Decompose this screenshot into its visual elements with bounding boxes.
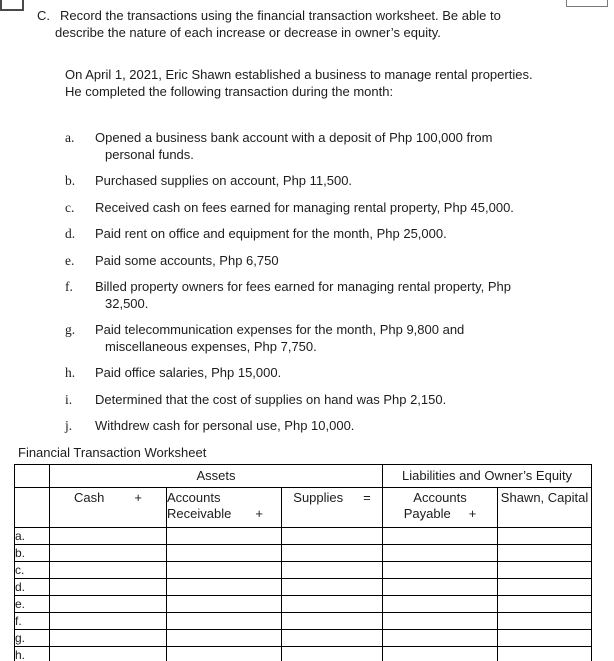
- cell-cash: [50, 629, 167, 646]
- transaction-line: Billed property owners for fees earned for managing rental property, Php: [95, 279, 511, 294]
- col-header-supplies-label: Supplies: [293, 489, 344, 505]
- transaction-line: 32,500.: [105, 295, 149, 311]
- cell-supplies: [282, 646, 383, 661]
- col-header-accounts-payable: [383, 487, 498, 527]
- cell-cash: [50, 612, 167, 629]
- cell-accounts-payable: [383, 578, 498, 595]
- col-header-ap-line1: Accounts: [413, 489, 467, 505]
- cell-accounts-payable: [383, 527, 498, 544]
- transaction-line: Purchased supplies on account, Php 11,500.: [95, 173, 353, 188]
- cell-shawn-capital: [498, 629, 592, 646]
- section-c-label: C.: [37, 8, 50, 23]
- row-label: d.: [15, 578, 50, 595]
- row-label-header-cell: [15, 487, 50, 527]
- col-header-ap-line2: Payable +: [403, 505, 477, 521]
- cell-supplies: [282, 561, 383, 578]
- cell-shawn-capital: [498, 612, 592, 629]
- section-c-line-1: Record the transactions using the financial transaction worksheet. Be able to: [60, 8, 501, 23]
- transaction-marker: j.: [65, 418, 73, 433]
- cell-accounts-receivable: [167, 578, 282, 595]
- transaction-line: Paid rent on office and equipment for the month, Php 25,000.: [95, 226, 447, 241]
- cell-supplies: [282, 629, 383, 646]
- transaction-marker: d.: [65, 226, 76, 241]
- transaction-item-e: [65, 253, 614, 270]
- transaction-item-h: [65, 365, 614, 382]
- col-header-accounts-receivable: [167, 487, 282, 527]
- worksheet-row-g: [15, 629, 592, 646]
- cell-cash: [50, 578, 167, 595]
- page-cutoff-box-top-right: [566, 0, 608, 7]
- plus-operator: +: [134, 489, 142, 505]
- transaction-line: Paid telecommunication expenses for the month, Php 9,800 and: [95, 322, 465, 337]
- transaction-line: Paid some accounts, Php 6,750: [95, 252, 279, 268]
- transaction-marker: g.: [65, 322, 76, 337]
- row-label: e.: [15, 595, 50, 612]
- transaction-line: Opened a business bank account with a deposit of Php 100,000 from: [95, 130, 493, 145]
- col-header-cash: [50, 487, 167, 527]
- cell-accounts-receivable: [167, 595, 282, 612]
- transaction-text: [95, 392, 446, 409]
- col-header-shawn-capital: Shawn, Capital: [498, 487, 592, 527]
- financial-transaction-worksheet-table: [14, 464, 592, 661]
- col-header-supplies: [282, 487, 383, 527]
- transaction-text: [95, 418, 354, 435]
- intro-paragraph: [65, 67, 614, 100]
- cell-cash: [50, 646, 167, 661]
- cell-accounts-receivable: [167, 646, 282, 661]
- transaction-item-a: [65, 130, 614, 163]
- row-label: h.: [15, 646, 50, 661]
- transaction-line: Paid office salaries, Php 15,000.: [95, 365, 282, 380]
- row-label: b.: [15, 544, 50, 561]
- intro-line-2: He completed the following transaction during the month:: [65, 83, 394, 99]
- intro-line-1: On April 1, 2021, Eric Shawn established a business to manage rental properties.: [65, 67, 533, 82]
- cell-cash: [50, 595, 167, 612]
- cell-supplies: [282, 595, 383, 612]
- cell-accounts-receivable: [167, 561, 282, 578]
- worksheet-row-e: [15, 595, 592, 612]
- page-cutoff-box-top-left: [0, 0, 24, 11]
- row-label: c.: [15, 561, 50, 578]
- transaction-marker: f.: [65, 279, 73, 294]
- row-label: g.: [15, 629, 50, 646]
- transaction-line: miscellaneous expenses, Php 7,750.: [105, 338, 317, 354]
- cell-shawn-capital: [498, 578, 592, 595]
- transaction-line: personal funds.: [105, 146, 194, 162]
- transaction-marker: h.: [65, 365, 76, 380]
- transaction-line: Received cash on fees earned for managing rental property, Php 45,000.: [95, 199, 514, 215]
- transaction-text: [95, 173, 352, 190]
- cell-accounts-payable: [383, 612, 498, 629]
- cell-accounts-receivable: [167, 612, 282, 629]
- transaction-marker: i.: [65, 391, 73, 407]
- worksheet-title: Financial Transaction Worksheet: [18, 445, 207, 460]
- transaction-list: [0, 130, 614, 435]
- cell-accounts-receivable: [167, 544, 282, 561]
- equals-operator: =: [363, 489, 371, 505]
- worksheet-row-f: [15, 612, 592, 629]
- cell-shawn-capital: [498, 544, 592, 561]
- cell-shawn-capital: [498, 646, 592, 661]
- worksheet-section: [14, 445, 592, 661]
- transaction-text: [95, 253, 279, 270]
- cell-accounts-receivable: [167, 629, 282, 646]
- transaction-item-d: [65, 226, 614, 243]
- worksheet-row-a: [15, 527, 592, 544]
- plus-operator: +: [468, 505, 477, 521]
- section-c: [37, 0, 614, 41]
- cell-accounts-payable: [383, 544, 498, 561]
- cell-supplies: [282, 527, 383, 544]
- cell-supplies: [282, 544, 383, 561]
- cell-cash: [50, 561, 167, 578]
- transaction-marker: e.: [65, 252, 75, 268]
- col-header-cash-label: Cash: [74, 489, 105, 505]
- cell-accounts-payable: [383, 646, 498, 661]
- cell-accounts-receivable: [167, 527, 282, 544]
- transaction-item-g: [65, 322, 614, 355]
- cell-cash: [50, 544, 167, 561]
- transaction-text: [95, 226, 447, 243]
- row-label: a.: [15, 527, 50, 544]
- transaction-item-f: [65, 279, 614, 312]
- cell-accounts-payable: [383, 561, 498, 578]
- transaction-marker: c.: [65, 199, 75, 215]
- transaction-marker: b.: [65, 173, 76, 188]
- transaction-item-c: [65, 200, 614, 217]
- worksheet-row-b: [15, 544, 592, 561]
- transaction-line: Determined that the cost of supplies on hand was Php 2,150.: [95, 391, 447, 407]
- corner-header-cell: [15, 464, 50, 487]
- transaction-item-j: [65, 418, 614, 435]
- transaction-text: [95, 365, 281, 382]
- cell-cash: [50, 527, 167, 544]
- transaction-marker: a.: [65, 130, 75, 145]
- section-c-line-2: describe the nature of each increase or decrease in owner’s equity.: [55, 24, 441, 40]
- transaction-line: Withdrew cash for personal use, Php 10,000.: [95, 418, 355, 433]
- section-c-text: [55, 8, 501, 41]
- cell-shawn-capital: [498, 527, 592, 544]
- worksheet-row-d: [15, 578, 592, 595]
- col-header-ar-line2: Receivable +: [167, 505, 263, 521]
- cell-supplies: [282, 578, 383, 595]
- transaction-text: [95, 130, 492, 163]
- group-header-liabilities-equity: Liabilities and Owner’s Equity: [383, 464, 592, 487]
- transaction-item-i: [65, 392, 614, 409]
- transaction-text: [95, 200, 514, 217]
- cell-shawn-capital: [498, 595, 592, 612]
- transaction-item-b: [65, 173, 614, 190]
- cell-supplies: [282, 612, 383, 629]
- plus-operator: +: [255, 505, 263, 521]
- cell-accounts-payable: [383, 595, 498, 612]
- cell-shawn-capital: [498, 561, 592, 578]
- row-label: f.: [15, 612, 50, 629]
- worksheet-row-h: [15, 646, 592, 661]
- worksheet-row-c: [15, 561, 592, 578]
- transaction-text: [95, 279, 511, 312]
- transaction-text: [95, 322, 464, 355]
- group-header-assets: Assets: [50, 464, 383, 487]
- cell-accounts-payable: [383, 629, 498, 646]
- col-header-ar-line1: Accounts: [167, 489, 221, 505]
